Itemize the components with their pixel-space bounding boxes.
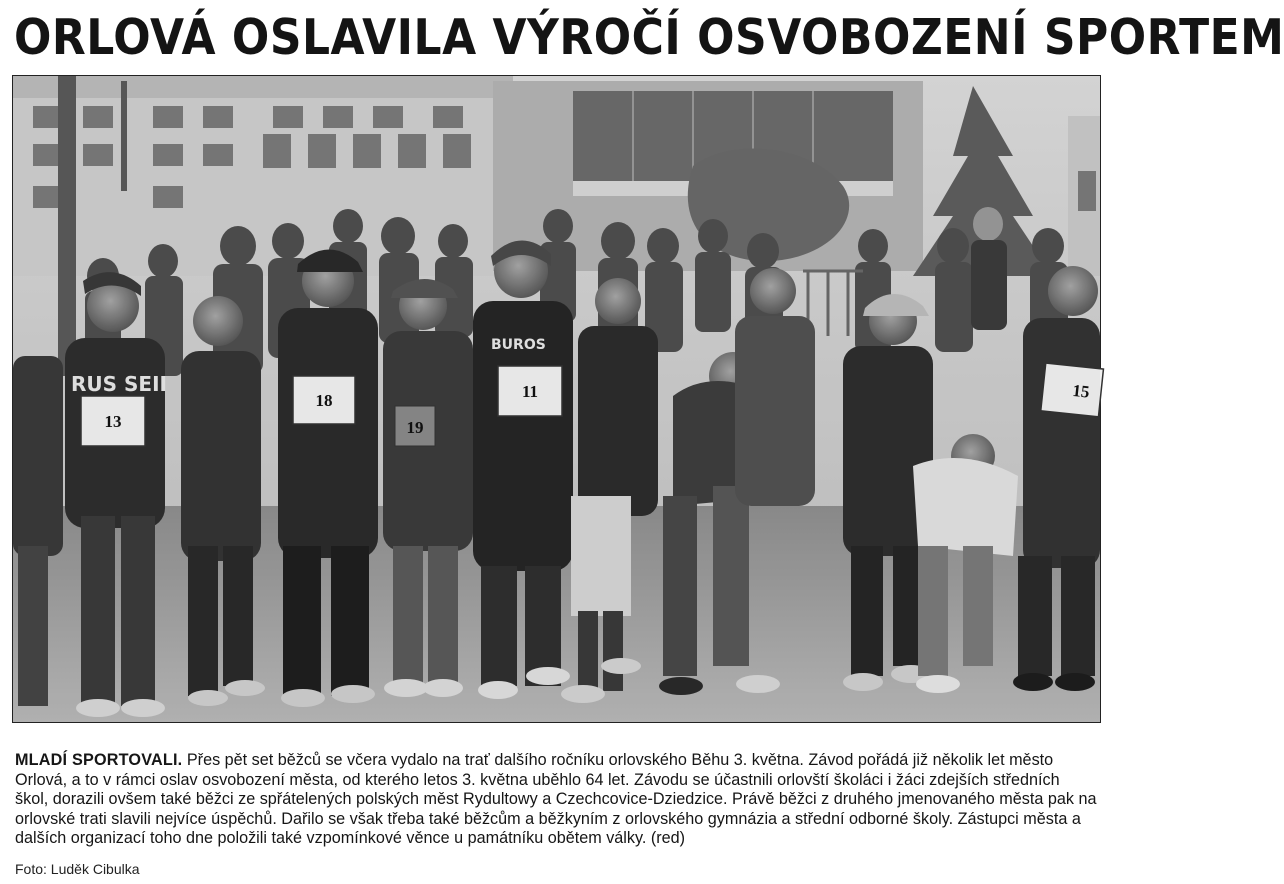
news-photo — [12, 75, 1101, 723]
headline: ORLOVÁ OSLAVILA VÝROČÍ OSVOBOZENÍ SPORTEM — [14, 9, 1284, 67]
caption-lead: MLADÍ SPORTOVALI. — [15, 751, 183, 769]
shirt-print-buros: BUROS — [491, 337, 546, 353]
caption-body: Přes pět set běžců se včera vydalo na trať dalšího ročníku orlovského Běhu 3. května. Závod pořádá již několik let město Orlová, a to v rámci oslav osvobození města, od kterého letos 3. května uběhlo 64 let. Závodu se účastnili orlovští školáci i žáci zdejších středních škol, dorazili ovšem také běžci ze spřátelených polských měst Rydultowy a Czechcovice-Dziedzice. Právě běžci z druhého jmenovaného města pak na orlovské trati slavili nejvíce úspěchů. Dařilo se však třeba také běžcům a běžkyním z orlovského gymnázia a střední odborné školy. Zástupci města a dalších organizací toho dne položili také vzpomínkové věnce u památníku obětem války. (red) — [15, 751, 1097, 848]
bib-19-number: 19 — [406, 418, 424, 437]
photo-caption — [15, 751, 1097, 849]
photo-credit: Foto: Luděk Cibulka — [15, 861, 140, 877]
shirt-print-rus: RUS SEII — [71, 372, 167, 396]
bib-11-number: 11 — [521, 382, 539, 401]
bib-13-number: 13 — [104, 412, 122, 431]
bib-18-number: 18 — [315, 391, 333, 410]
bib-15-number: 15 — [1071, 381, 1091, 402]
